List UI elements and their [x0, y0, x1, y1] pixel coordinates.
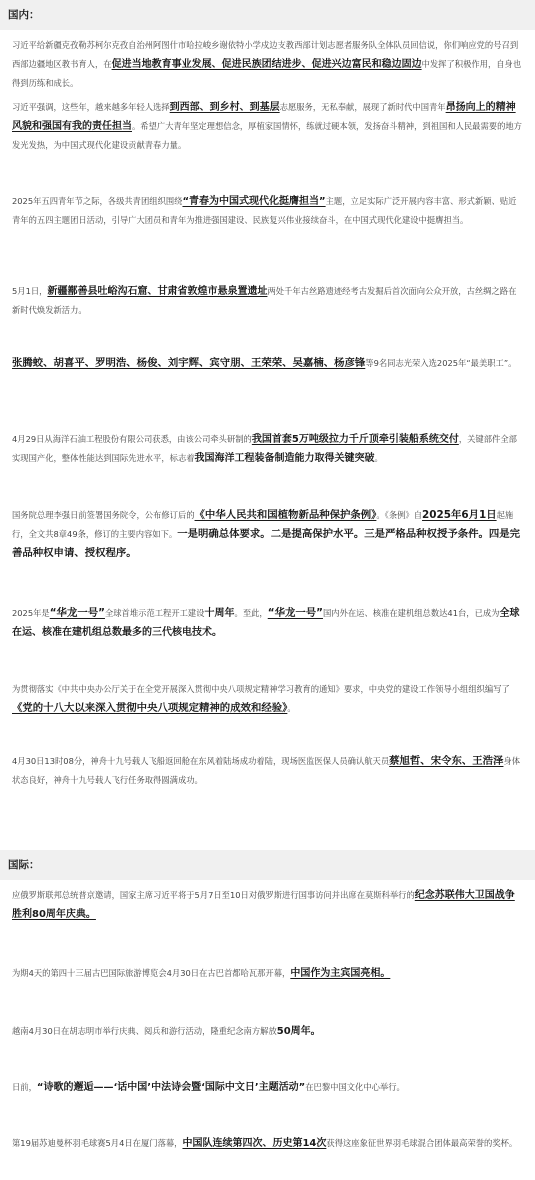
news-item-hualong-one: 2025年是“华龙一号”全球首堆示范工程开工建设十周年。至此，“华龙一号”国内外在运、核准在建机组总数达41台，已成为全球在运、核准在建机组总数最多的三代核电技术。 — [12, 607, 520, 638]
news-item-plant-variety-regulation: 国务院总理李强日前签署国务院令，公布修订后的《中华人民共和国植物新品种保护条例》。《条例》自2025年6月1日起施行，全文共8章49条，修订的主要内容如下。一是明确总体要求。二是提高保护水平。三是严格品种权授予条件。四是完善品种权申请、授权程序。 — [12, 509, 521, 559]
news-item-youth-volunteers: 习近平强调，这些年，越来越多年轻人选择到西部、到乡村、到基层志愿服务，无私奉献，展现了新时代中国青年昂扬向上的精神风貌和强国有我的责任担当。希望广大青年坚定理想信念，厚植家国情怀，练就过硬本领，发扬奋斗精神，到祖国和人民最需要的地方发光发热，为中国式现代化建设贡献青春力量。 — [12, 102, 522, 150]
news-item-russia-visit: 应俄罗斯联邦总统普京邀请，国家主席习近平将于5月7日至10日对俄罗斯进行国事访问并出席在莫斯科举行的纪念苏联伟大卫国战争胜利80周年庆典。 — [12, 890, 515, 920]
news-item-eight-point-rules: 为贯彻落实《中共中央办公厅关于在全党开展深入贯彻中央八项规定精神学习教育的通知》要求，中央党的建设工作领导小组组织编写了《党的十八大以来深入贯彻中央八项规定精神的成效和经验》。 — [12, 684, 510, 714]
section-header-international: 国际： — [0, 850, 535, 880]
news-item-vietnam-liberation: 越南4月30日在胡志明市举行庆典、阅兵和游行活动，隆重纪念南方解放50周年。 — [12, 1026, 321, 1037]
news-item-letter-reply: 习近平给新疆克孜勒苏柯尔克孜自治州阿图什市哈拉峻乡谢依特小学戍边支教西部计划志愿者服务队全体队员回信说，你们响应党的号召到西部边疆地区教书育人，在促进当地教育事业发展、促进民族团结进步、促进兴边富民和稳边固边中发挥了积极作用，自身也得到历练和成长。 — [12, 40, 522, 88]
news-item-shenzhou-19: 4月30日13时08分，神舟十九号载人飞船返回舱在东风着陆场成功着陆，现场医监医保人员确认航天员蔡旭哲、宋令东、王浩泽身体状态良好，神舟十九号载人飞行任务取得圆满成功。 — [12, 755, 521, 785]
news-item-model-workers: 张腾蛟、胡喜平、罗明浩、杨俊、刘宇辉、宾守朋、王荣荣、吴嘉楠、杨彦锋等9名同志光荣入选2025年“最美职工”。 — [12, 357, 517, 369]
news-item-cuba-tourism-fair: 为期4天的第四十三届古巴国际旅游博览会4月30日在古巴首都哈瓦那开幕，中国作为主宾国亮相。 — [12, 968, 391, 979]
news-item-jacking-system: 4月29日从海洋石油工程股份有限公司获悉，由该公司牵头研制的我国首套5万吨级拉力千斤顶牵引装船系统交付，关键部件全部实现国产化，整体性能达到国际先进水平，标志着我国海洋工程装备制造能力取得关键突破。 — [12, 434, 517, 464]
news-item-may-fourth: 2025年五四青年节之际，各级共青团组织围绕“青春为中国式现代化挺膺担当”主题，立足实际广泛开展内容丰富、形式新颖、贴近青年的五四主题团日活动，引导广大团员和青年为推进强国建设、民族复兴伟业接续奋斗，在中国式现代化建设中挺膺担当。 — [12, 196, 517, 225]
news-item-sudirman-cup: 第19届苏迪曼杯羽毛球赛5月4日在厦门落幕，中国队连续第四次、历史第14次获得这座象征世界羽毛球混合团体最高荣誉的奖杯。 — [12, 1138, 518, 1149]
news-item-poetry-event: 日前，“诗歌的邂逅——‘话中国’中法诗会暨‘国际中文日’主题活动”在巴黎中国文化中心举行。 — [12, 1082, 405, 1093]
section-header-domestic: 国内： — [0, 0, 535, 30]
news-item-silk-road-sites: 5月1日，新疆鄯善县吐峪沟石窟、甘肃省敦煌市悬泉置遗址两处千年古丝路遗迹经考古发掘后首次面向公众开放，古丝绸之路在新时代焕发新活力。 — [12, 286, 517, 315]
